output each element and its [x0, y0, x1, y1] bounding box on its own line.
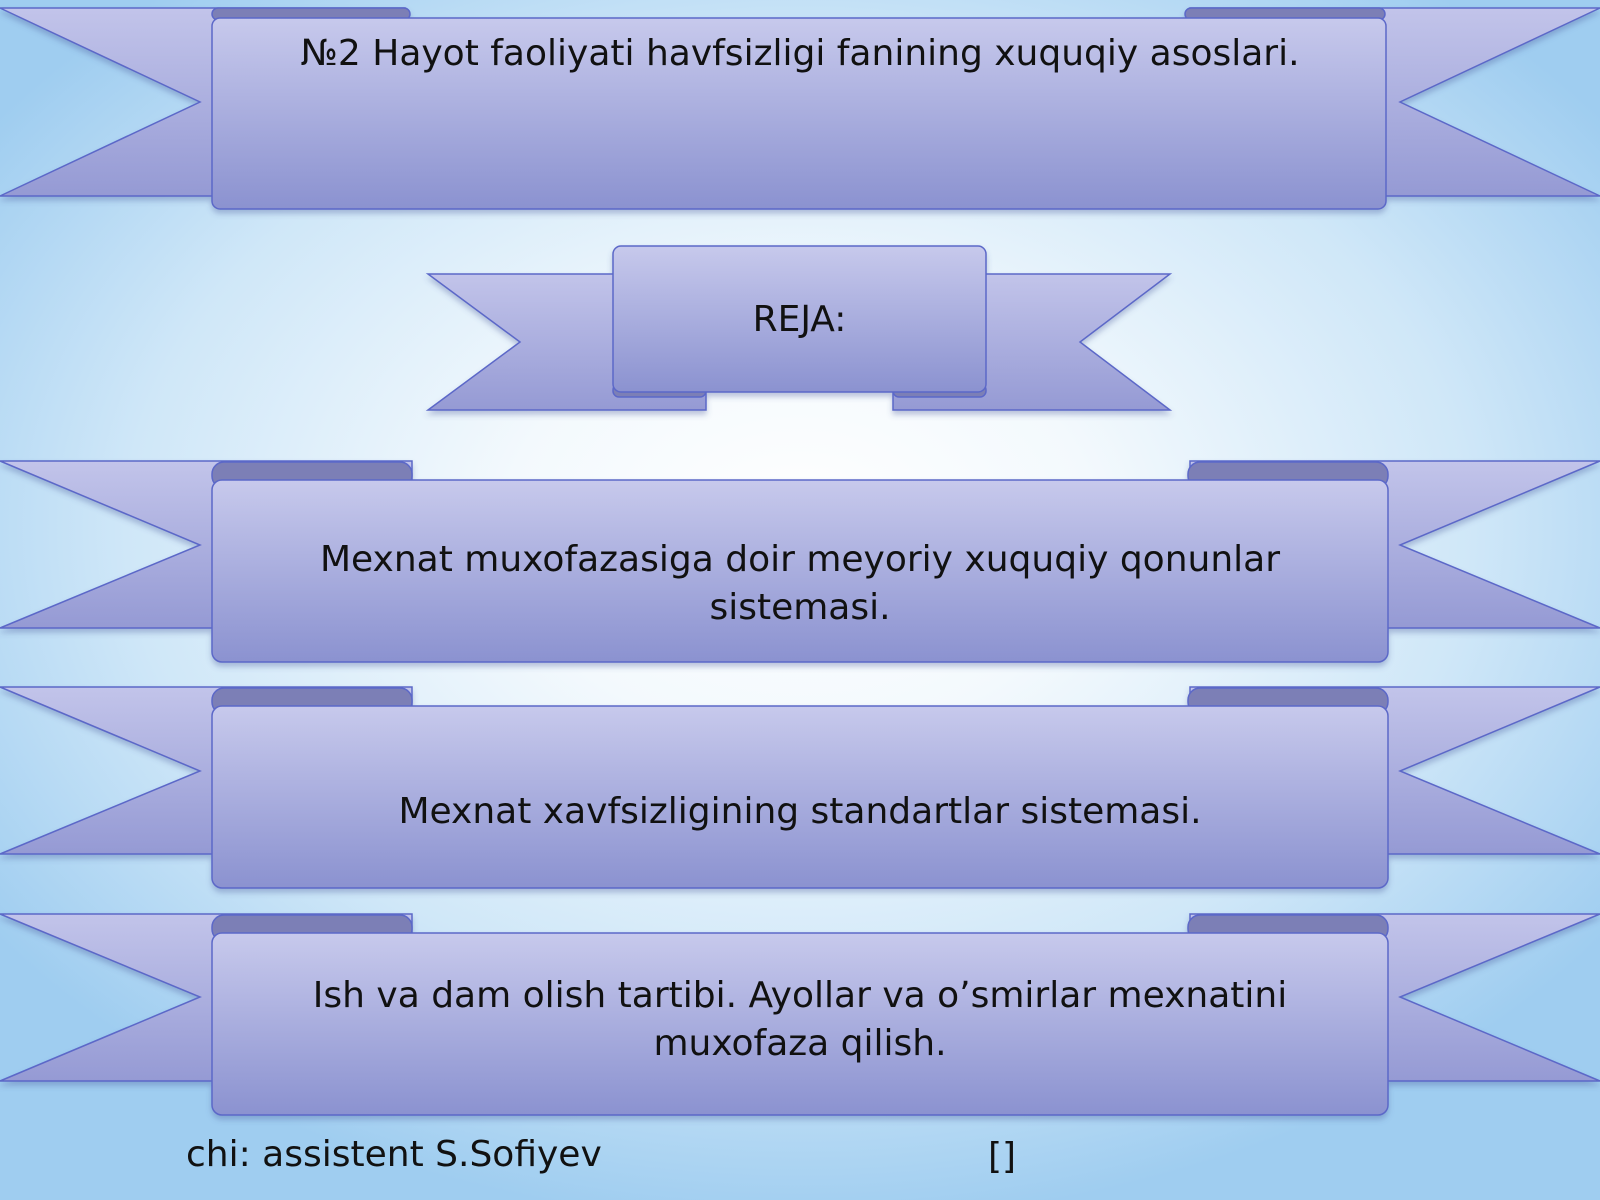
- plan-item-3: Ish va dam olish tartibi. Ayollar va o’smirlar mexnatini muxofaza qilish.: [312, 975, 1288, 1064]
- plan-item-1: Mexnat muxofazasiga doir meyoriy xuquqiy qonunlar sistemasi.: [319, 539, 1281, 628]
- empty-placeholder-glyph: []: [988, 1136, 1017, 1177]
- plan-item-2: Mexnat xavfsizligining standartlar sistemasi.: [398, 791, 1202, 832]
- slide-title: №2 Hayot faoliyati havfsizligi fanining xuquqiy asoslari.: [300, 33, 1300, 74]
- author-credit: chi: assistent S.Sofiyev: [186, 1134, 602, 1175]
- plan-heading: REJA:: [752, 299, 847, 340]
